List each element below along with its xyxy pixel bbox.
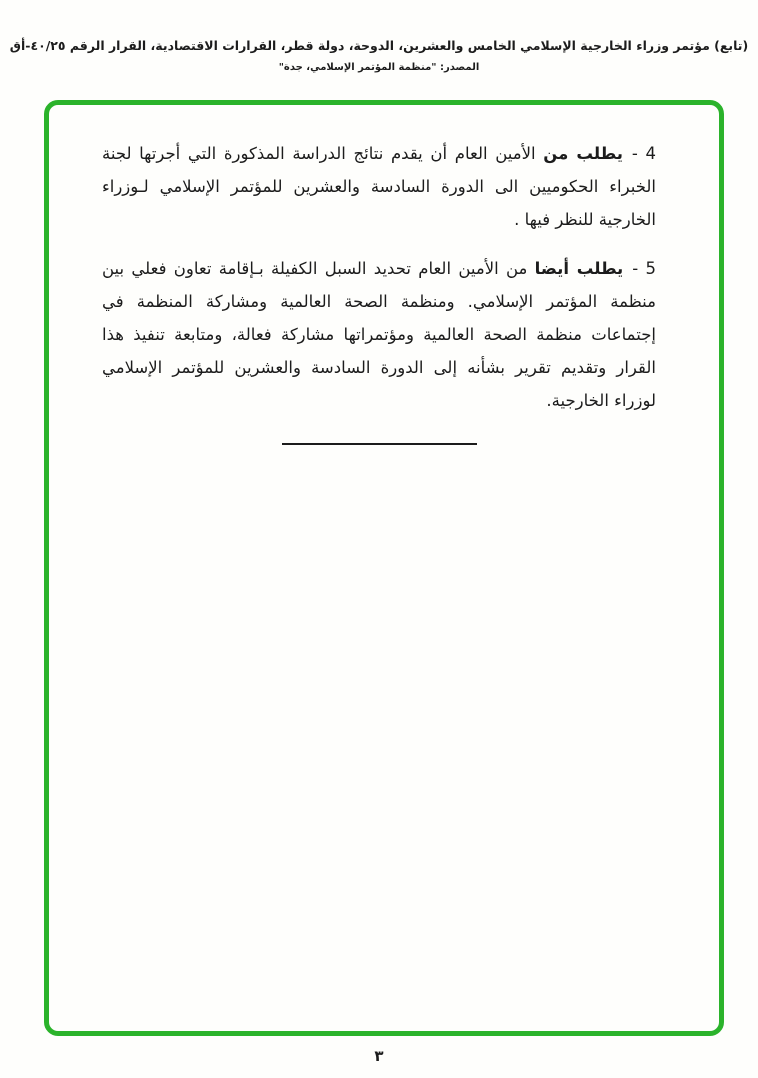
resolution-item-5 — [102, 252, 656, 417]
document-title: (تابع) مؤتمر وزراء الخارجية الإسلامي الخامس والعشرين، الدوحة، دولة قطر، القرارات الاقتصادية، القرار الرقم ٤٠/٢٥-أق — [9, 38, 749, 53]
item-number: 5 - — [632, 259, 656, 278]
document-body — [102, 137, 656, 445]
document-header — [0, 38, 758, 73]
page-number: ٣ — [374, 1047, 384, 1065]
item-lead-text: يطلب من — [543, 144, 623, 163]
document-source-line: المصدر: "منظمة المؤتمر الإسلامي، جدة" — [278, 62, 480, 73]
item-body-text: من الأمين العام تحديد السبل الكفيلة بـإقامة تعاون فعلي بين منظمة المؤتمر الإسلامي. ومنظمة الصحة العالمية ومشاركة المنظمة في إجتماعات منظمة الصحة العالمية ومؤتمراتها مشاركة فعالة، ومتابعة تنفيذ هذا القرار وتقديم تقرير بشأنه إلى الدورة السادسة والعشرين للمؤتمر الإسلامي لوزراء الخارجية. — [102, 259, 656, 410]
item-lead-text: يطلب أيضا — [534, 259, 624, 278]
item-body-text: الأمين العام أن يقدم نتائج الدراسة المذكورة التي أجرتها لجنة الخبراء الحكوميين الى الدورة السادسة والعشرين للمؤتمر الإسلامي لـوزراء الخارجية للنظر فيها . — [102, 144, 656, 229]
separator-rule — [282, 443, 477, 445]
resolution-item-4 — [102, 137, 656, 236]
item-number: 4 - — [631, 144, 657, 163]
